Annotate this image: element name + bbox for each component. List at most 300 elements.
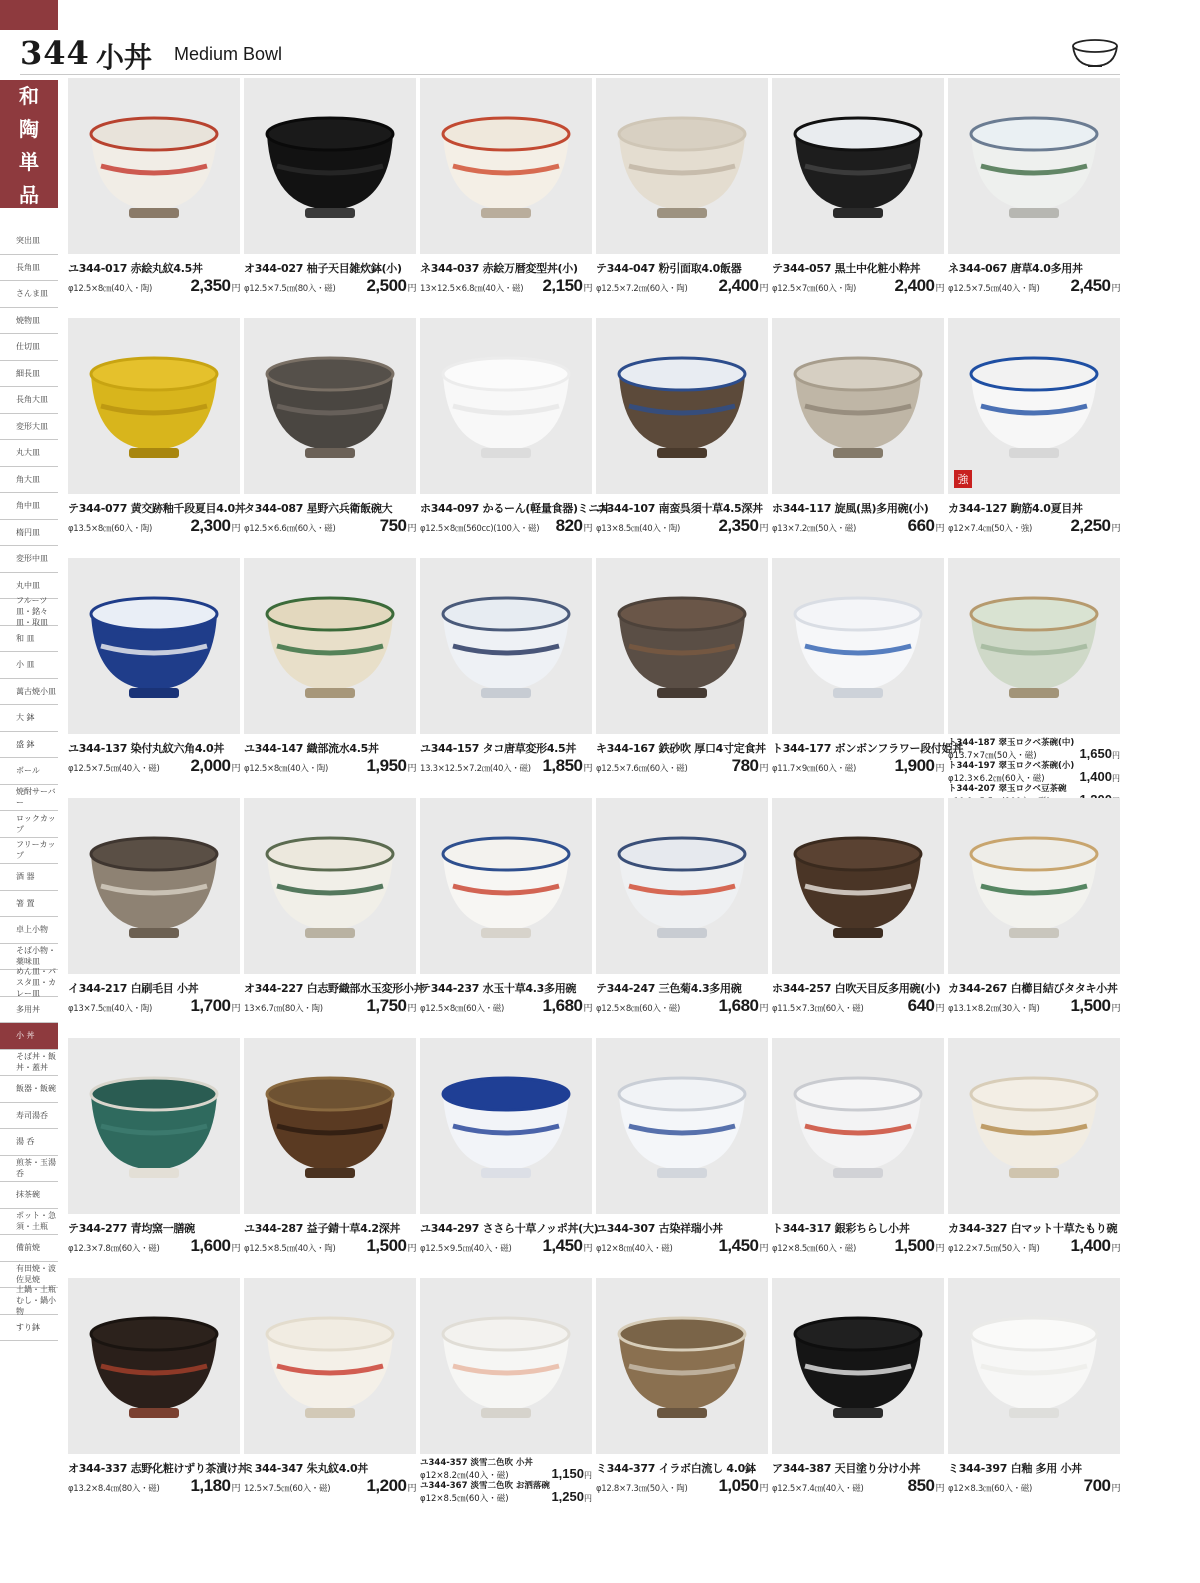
product-card[interactable] — [244, 558, 416, 798]
product-code: ミ344-397 — [948, 1462, 1008, 1475]
product-card[interactable] — [420, 1278, 592, 1518]
product-photo[interactable] — [68, 558, 240, 734]
product-card[interactable] — [68, 1278, 249, 1518]
product-photo[interactable] — [948, 798, 1120, 974]
bowl-photo — [959, 336, 1109, 476]
product-title: ボンボンフラワー段付姫丼 — [834, 742, 964, 755]
bowl-photo — [255, 1296, 405, 1436]
product-photo[interactable] — [420, 558, 592, 734]
sidebar-item[interactable]: 角中皿 — [0, 493, 58, 520]
bowl-photo — [959, 816, 1109, 956]
product-code: ユ344-137 — [68, 742, 128, 755]
product-photo[interactable] — [948, 318, 1120, 494]
product-card[interactable] — [244, 1038, 416, 1278]
product-photo[interactable] — [596, 1278, 768, 1454]
sidebar-item[interactable]: 突出皿 — [0, 228, 58, 255]
product-photo[interactable] — [68, 798, 240, 974]
price: 2,250円 — [1070, 516, 1120, 535]
product-spec: φ12.5×7.6㎝(60入・磁) — [596, 764, 688, 774]
category-sidebar — [0, 80, 58, 1341]
price: 820円 — [555, 516, 592, 535]
sidebar-category-char: 和 — [19, 84, 39, 108]
product-photo[interactable] — [772, 558, 944, 734]
product-name — [244, 1460, 416, 1476]
product-spec: φ12.5×7.5㎝(40入・陶) — [948, 284, 1040, 294]
sidebar-item[interactable]: 盛 鉢 — [0, 732, 58, 759]
product-card[interactable] — [420, 798, 592, 1038]
product-code: オ344-227 — [244, 982, 304, 995]
product-card[interactable] — [596, 558, 768, 798]
product-photo[interactable] — [244, 798, 416, 974]
sidebar-item[interactable]: 焼酎サーバー — [0, 785, 58, 812]
sidebar-item[interactable]: 抹茶碗 — [0, 1182, 58, 1209]
product-title: 染付丸紋六角4.0丼 — [130, 742, 225, 755]
price: 1,650円 — [1079, 746, 1120, 761]
price: 1,600円 — [190, 1236, 240, 1255]
product-spec: φ12.5×7.2㎝(60入・陶) — [596, 284, 688, 294]
product-name — [596, 740, 768, 756]
price: 1,150円 — [551, 1466, 592, 1481]
product-spec: φ12×8㎝(40入・磁) — [596, 1244, 673, 1254]
page-title: 小丼 — [96, 41, 153, 74]
price: 1,050円 — [718, 1476, 768, 1495]
product-photo[interactable] — [244, 78, 416, 254]
product-photo[interactable] — [244, 318, 416, 494]
product-card[interactable] — [420, 78, 592, 318]
product-title: 白吹天目反多用碗(小) — [834, 982, 941, 995]
product-name — [68, 500, 246, 516]
bowl-photo — [431, 576, 581, 716]
product-code: テ344-277 — [68, 1222, 128, 1235]
product-spec: φ13×7.2㎝(50入・磁) — [772, 524, 857, 534]
product-name — [596, 1220, 768, 1236]
product-photo[interactable] — [596, 78, 768, 254]
bowl-photo — [607, 1056, 757, 1196]
product-title: 駒筋4.0夏目丼 — [1010, 502, 1083, 515]
price: 1,450円 — [718, 1236, 768, 1255]
sidebar-category-char: 単 — [19, 150, 39, 174]
sidebar-item[interactable]: 変形中皿 — [0, 546, 58, 573]
product-title: 銀彩ちらし小丼 — [834, 1222, 910, 1235]
product-photo[interactable] — [420, 798, 592, 974]
sidebar-category-char: 陶 — [19, 117, 39, 141]
product-card[interactable] — [596, 318, 768, 558]
product-photo[interactable] — [68, 78, 240, 254]
bowl-photo — [431, 1296, 581, 1436]
product-code: ホ344-257 — [772, 982, 832, 995]
product-card[interactable] — [244, 318, 416, 558]
bowl-photo — [79, 1296, 229, 1436]
sidebar-item[interactable]: 大 鉢 — [0, 705, 58, 732]
product-photo[interactable] — [596, 1038, 768, 1214]
product-photo[interactable] — [244, 1038, 416, 1214]
bowl-photo — [255, 336, 405, 476]
sidebar-item[interactable]: 小 丼 — [0, 1023, 58, 1050]
product-title: 三色菊4.3多用碗 — [658, 982, 742, 995]
sidebar-item[interactable]: 卓上小物 — [0, 917, 58, 944]
product-title: 黄交跡釉千段夏目4.0丼 — [130, 502, 246, 515]
price: 2,150円 — [542, 276, 592, 295]
product-name — [948, 260, 1120, 276]
product-spec: φ12.8×7.3㎝(50入・陶) — [596, 1484, 688, 1494]
product-card[interactable] — [596, 798, 768, 1038]
sidebar-item[interactable]: 変形大皿 — [0, 414, 58, 441]
product-spec: φ12.5×8.5㎝(40入・陶) — [244, 1244, 336, 1254]
product-card[interactable] — [420, 1038, 599, 1278]
sidebar-item[interactable]: めん皿・パスタ皿・カレー皿 — [0, 970, 58, 997]
product-title: 織部流水4.5丼 — [306, 742, 379, 755]
bowl-photo — [607, 96, 757, 236]
product-photo[interactable] — [420, 78, 592, 254]
price: 1,680円 — [542, 996, 592, 1015]
bowl-photo — [255, 1056, 405, 1196]
product-name: ユ344-357 淡雪二色吹 小丼 — [420, 1458, 533, 1468]
product-name — [420, 1220, 599, 1236]
bowl-photo — [431, 1056, 581, 1196]
product-spec: φ11.7×9㎝(60入・磁) — [772, 764, 857, 774]
product-photo[interactable] — [420, 1278, 592, 1454]
product-photo[interactable] — [948, 78, 1120, 254]
product-code: テ344-047 — [596, 262, 656, 275]
product-title: 益子錆十草4.2深丼 — [306, 1222, 401, 1235]
product-photo[interactable] — [772, 1038, 944, 1214]
product-name — [772, 1460, 944, 1476]
product-photo[interactable] — [772, 318, 944, 494]
product-photo[interactable] — [420, 318, 592, 494]
product-spec: φ12.5×8㎝(60入・磁) — [420, 1004, 505, 1014]
bowl-photo — [607, 1296, 757, 1436]
product-title: 志野化粧けずり茶漬け丼 — [130, 1462, 249, 1475]
sidebar-item[interactable]: 萬古焼小皿 — [0, 679, 58, 706]
price: 2,500円 — [366, 276, 416, 295]
product-card[interactable] — [772, 1038, 944, 1278]
product-code: テ344-077 — [68, 502, 128, 515]
product-code: カ344-327 — [948, 1222, 1008, 1235]
product-title: 旋風(黒)多用碗(小) — [834, 502, 929, 515]
product-card[interactable] — [244, 78, 416, 318]
price: 2,400円 — [718, 276, 768, 295]
product-spec: φ12.5×7.5㎝(80入・磁) — [244, 284, 336, 294]
sidebar-item[interactable]: そば丼・飯丼・蓋丼 — [0, 1050, 58, 1077]
product-code: ホ344-097 — [420, 502, 480, 515]
sidebar-item[interactable]: 丸中皿 — [0, 573, 58, 600]
sidebar-item[interactable]: 土鍋・土瓶むし・鍋小物 — [0, 1288, 58, 1315]
product-spec: 12.5×7.5㎝(60入・磁) — [244, 1484, 331, 1494]
product-card[interactable] — [772, 558, 964, 798]
product-title: 粉引面取4.0飯器 — [658, 262, 742, 275]
product-card[interactable] — [772, 78, 944, 318]
product-card[interactable] — [596, 78, 768, 318]
product-card[interactable] — [948, 798, 1120, 1038]
product-spec: φ12.5×6.6㎝(60入・磁) — [244, 524, 336, 534]
product-card[interactable] — [948, 318, 1120, 558]
product-title: 白志野織部水玉変形小丼 — [306, 982, 425, 995]
product-photo[interactable] — [948, 1038, 1120, 1214]
product-name — [244, 500, 416, 516]
product-name — [596, 260, 768, 276]
price: 640円 — [907, 996, 944, 1015]
product-variants — [420, 1458, 592, 1504]
product-code: ネ344-037 — [420, 262, 480, 275]
product-card[interactable] — [596, 1038, 768, 1278]
product-code: キ344-167 — [596, 742, 656, 755]
product-title: 白マット十草たもり碗 — [1010, 1222, 1118, 1235]
price: 1,950円 — [366, 756, 416, 775]
bowl-photo — [959, 1056, 1109, 1196]
product-name — [596, 980, 768, 996]
product-code: カ344-127 — [948, 502, 1008, 515]
bowl-photo — [959, 96, 1109, 236]
bowl-photo — [959, 576, 1109, 716]
product-title: 星野六兵衛飯碗大 — [306, 502, 393, 515]
product-photo[interactable] — [772, 798, 944, 974]
product-code: ユ344-017 — [68, 262, 128, 275]
product-spec: φ12.5×8㎝(560cc)(100入・磁) — [420, 524, 540, 534]
product-card[interactable] — [68, 318, 246, 558]
bowl-icon — [1066, 36, 1124, 72]
price: 1,900円 — [894, 756, 944, 775]
price: 1,750円 — [366, 996, 416, 1015]
sidebar-list — [0, 228, 58, 1341]
bowl-photo — [79, 336, 229, 476]
product-spec: φ11.5×7.3㎝(60入・磁) — [772, 1004, 864, 1014]
product-title: 柚子天目雑炊鉢(小) — [306, 262, 402, 275]
product-name — [244, 740, 416, 756]
product-photo[interactable] — [68, 1278, 240, 1454]
product-spec: φ12.5×8㎝(40入・陶) — [244, 764, 329, 774]
sidebar-item[interactable]: 角大皿 — [0, 467, 58, 494]
product-name — [244, 260, 416, 276]
sidebar-item[interactable]: そば小物・薬味皿 — [0, 944, 58, 971]
sidebar-item[interactable]: 仕切皿 — [0, 334, 58, 361]
sidebar-item[interactable]: 細長皿 — [0, 361, 58, 388]
sidebar-item[interactable]: フリーカップ — [0, 838, 58, 865]
sidebar-item[interactable]: 長角皿 — [0, 255, 58, 282]
product-name: ユ344-367 淡雪二色吹 お洒落碗 — [420, 1481, 550, 1491]
sidebar-item[interactable]: 箸 置 — [0, 891, 58, 918]
product-code: ユ344-147 — [244, 742, 304, 755]
product-code: ユ344-307 — [596, 1222, 656, 1235]
product-variants — [948, 738, 1120, 807]
price: 2,350円 — [718, 516, 768, 535]
product-photo[interactable] — [244, 558, 416, 734]
bowl-photo — [431, 96, 581, 236]
sidebar-item[interactable]: さんま皿 — [0, 281, 58, 308]
product-spec: φ12.5×7㎝(60入・陶) — [772, 284, 857, 294]
product-card[interactable] — [68, 78, 240, 318]
product-name — [772, 1220, 944, 1236]
product-code: テ344-247 — [596, 982, 656, 995]
product-photo[interactable] — [68, 1038, 240, 1214]
price: 700円 — [1083, 1476, 1120, 1495]
product-spec: φ12×8.5㎝(60入・磁) — [772, 1244, 857, 1254]
product-card[interactable] — [244, 1278, 416, 1518]
product-name — [420, 260, 592, 276]
product-card[interactable] — [948, 1038, 1120, 1278]
price: 1,400円 — [1070, 1236, 1120, 1255]
bowl-photo — [79, 1056, 229, 1196]
product-photo[interactable] — [596, 318, 768, 494]
product-card[interactable] — [68, 1038, 240, 1278]
bowl-photo — [79, 816, 229, 956]
product-name — [772, 980, 944, 996]
product-photo[interactable] — [948, 1278, 1120, 1454]
top-color-tab — [0, 0, 58, 30]
product-title: 古染祥瑞小丼 — [658, 1222, 723, 1235]
sidebar-item[interactable]: 酒 器 — [0, 864, 58, 891]
product-code: タ344-087 — [244, 502, 304, 515]
product-grid — [68, 78, 1122, 1518]
product-title: 青均窯一膳碗 — [130, 1222, 195, 1235]
price: 2,300円 — [190, 516, 240, 535]
product-name — [596, 500, 768, 516]
bowl-photo — [783, 816, 933, 956]
sidebar-item[interactable]: ボール — [0, 758, 58, 785]
product-code: ホ344-117 — [772, 502, 832, 515]
product-spec: φ12.3×6.2㎝(60入・磁) — [948, 774, 1045, 784]
product-code: ユ344-287 — [244, 1222, 304, 1235]
product-photo[interactable] — [596, 558, 768, 734]
product-card[interactable] — [420, 318, 610, 558]
product-name — [420, 980, 592, 996]
sidebar-item[interactable]: ロックカップ — [0, 811, 58, 838]
bowl-photo — [783, 336, 933, 476]
sidebar-item[interactable]: 丸大皿 — [0, 440, 58, 467]
product-title: 水玉十草4.3多用碗 — [482, 982, 577, 995]
product-spec: φ13.1×8.2㎝(30入・陶) — [948, 1004, 1040, 1014]
price: 1,250円 — [551, 1489, 592, 1504]
price: 2,350円 — [190, 276, 240, 295]
product-title: 赤絵万暦変型丼(小) — [482, 262, 578, 275]
product-title: 赤絵丸紋4.5丼 — [130, 262, 203, 275]
bowl-photo — [255, 816, 405, 956]
product-photo[interactable] — [772, 78, 944, 254]
product-code: ミ344-377 — [596, 1462, 656, 1475]
bowl-photo — [255, 576, 405, 716]
product-name — [68, 740, 240, 756]
price: 1,500円 — [894, 1236, 944, 1255]
product-title: 南蛮呉須十草4.5深丼 — [658, 502, 763, 515]
product-name: ト344-207 翠玉ロクベ豆茶碗 — [948, 784, 1067, 794]
sidebar-category-char: 品 — [19, 183, 39, 207]
bowl-photo — [431, 336, 581, 476]
product-spec: φ12×8.2㎝(40入・磁) — [420, 1471, 509, 1481]
price: 2,400円 — [894, 276, 944, 295]
sidebar-item[interactable]: 湯 呑 — [0, 1129, 58, 1156]
bowl-photo — [783, 576, 933, 716]
header-rule — [20, 74, 1120, 75]
product-photo[interactable] — [772, 1278, 944, 1454]
product-spec: φ12.5×7.5㎝(40入・磁) — [68, 764, 160, 774]
price: 2,450円 — [1070, 276, 1120, 295]
product-card[interactable] — [772, 318, 944, 558]
product-name — [772, 500, 944, 516]
sidebar-category — [0, 80, 58, 208]
product-spec: φ12.3×7.8㎝(60入・磁) — [68, 1244, 160, 1254]
bowl-photo — [607, 336, 757, 476]
product-title: ささら十草ノッポ丼(大) — [482, 1222, 599, 1235]
product-code: ア344-387 — [772, 1462, 832, 1475]
bowl-photo — [79, 576, 229, 716]
product-photo[interactable] — [596, 798, 768, 974]
bowl-photo — [79, 96, 229, 236]
sidebar-item[interactable]: 有田焼・波佐見焼 — [0, 1262, 58, 1289]
product-card[interactable] — [772, 798, 944, 1038]
product-card[interactable] — [68, 558, 240, 798]
sidebar-item[interactable]: 長角大皿 — [0, 387, 58, 414]
product-spec: φ12×8.5㎝(60入・磁) — [420, 1494, 509, 1504]
product-card[interactable] — [420, 558, 592, 798]
product-code: テ344-237 — [420, 982, 480, 995]
sidebar-item[interactable]: 多用丼 — [0, 997, 58, 1024]
product-spec: φ12×8.3㎝(60入・磁) — [948, 1484, 1033, 1494]
product-name — [68, 260, 240, 276]
product-photo[interactable] — [68, 318, 240, 494]
bowl-photo — [783, 1296, 933, 1436]
sidebar-item[interactable]: フルーツ皿・銘々皿・取皿 — [0, 599, 58, 626]
product-name — [772, 740, 964, 756]
product-photo[interactable] — [420, 1038, 592, 1214]
product-card[interactable] — [772, 1278, 944, 1518]
product-name — [948, 980, 1120, 996]
bowl-photo — [607, 576, 757, 716]
product-card[interactable] — [68, 798, 240, 1038]
price: 1,680円 — [718, 996, 768, 1015]
bowl-photo — [783, 96, 933, 236]
product-spec: φ13×7.5㎝(40入・陶) — [68, 1004, 153, 1014]
product-card[interactable] — [596, 1278, 768, 1518]
product-code: イ344-217 — [68, 982, 128, 995]
product-spec: 13×6.7㎝(80入・陶) — [244, 1004, 323, 1014]
sidebar-item[interactable]: 小 皿 — [0, 652, 58, 679]
sidebar-item[interactable]: 焼物皿 — [0, 308, 58, 335]
sidebar-item[interactable]: 備前焼 — [0, 1235, 58, 1262]
sidebar-item[interactable]: 寿司湯呑 — [0, 1103, 58, 1130]
product-title: イラボ白流し 4.0鉢 — [658, 1462, 756, 1475]
bowl-photo — [783, 1056, 933, 1196]
product-code: ト344-317 — [772, 1222, 832, 1235]
product-title: 唐草4.0多用丼 — [1010, 262, 1083, 275]
product-card[interactable] — [244, 798, 425, 1038]
bowl-photo — [431, 816, 581, 956]
product-name — [948, 1460, 1120, 1476]
product-name — [948, 1220, 1120, 1236]
product-card[interactable] — [948, 558, 1120, 798]
product-card[interactable] — [948, 78, 1120, 318]
product-name — [68, 980, 240, 996]
sidebar-item[interactable]: すり鉢 — [0, 1315, 58, 1342]
sidebar-item[interactable]: 煎茶・玉湯呑 — [0, 1156, 58, 1183]
sidebar-item[interactable]: 和 皿 — [0, 626, 58, 653]
product-title: 白櫛目結びタタキ小丼 — [1010, 982, 1118, 995]
product-photo[interactable] — [244, 1278, 416, 1454]
product-spec: φ12.5×8㎝(60入・磁) — [596, 1004, 681, 1014]
product-title: タコ唐草変形4.5丼 — [482, 742, 577, 755]
sidebar-item[interactable]: ポット・急須・土瓶 — [0, 1209, 58, 1236]
product-code: ユ344-107 — [596, 502, 656, 515]
product-name — [420, 740, 592, 756]
page-number: 344 — [20, 34, 90, 72]
product-title: かるーん(軽量食器)ミニ丼 — [482, 502, 610, 515]
product-spec: 13×12.5×6.8㎝(40入・磁) — [420, 284, 524, 294]
product-photo[interactable] — [948, 558, 1120, 734]
product-name — [68, 1220, 240, 1236]
bowl-photo — [255, 96, 405, 236]
sidebar-item[interactable]: 楕円皿 — [0, 520, 58, 547]
price: 1,200円 — [366, 1476, 416, 1495]
sidebar-item[interactable]: 飯器・飯碗 — [0, 1076, 58, 1103]
product-card[interactable] — [948, 1278, 1120, 1518]
